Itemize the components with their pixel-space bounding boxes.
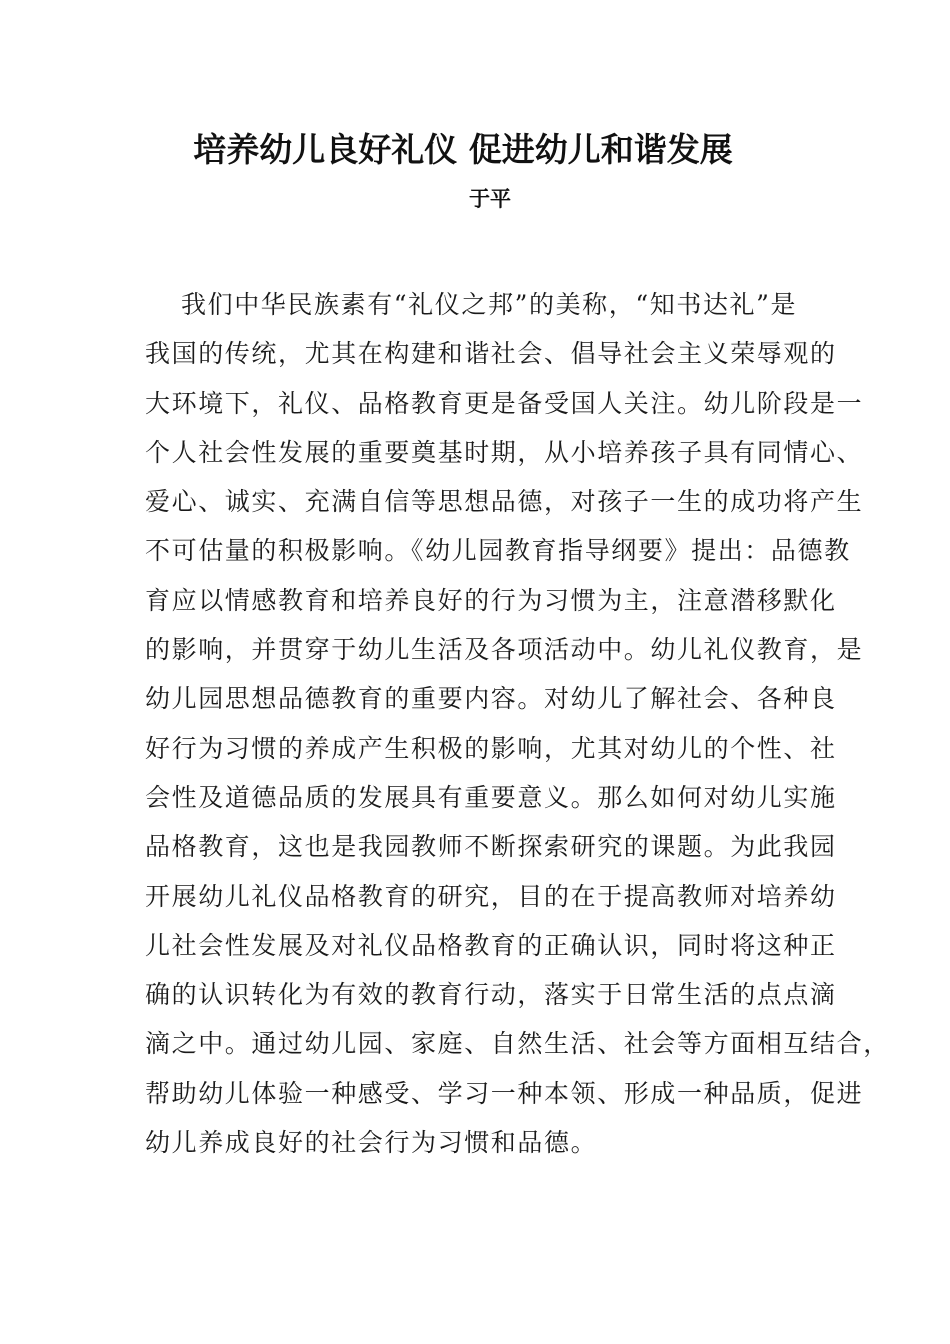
paragraph-line: 爱心、诚实、充满自信等思想品德，对孩子一生的成功将产生	[145, 487, 864, 517]
document-title: 培养幼儿良好礼仪 促进幼儿和谐发展	[193, 130, 733, 169]
paragraph-line: 儿社会性发展及对礼仪品格教育的正确认识，同时将这种正	[145, 930, 837, 960]
paragraph-line: 确的认识转化为有效的教育行动，落实于日常生活的点点滴	[145, 980, 837, 1010]
document-author: 于平	[469, 186, 511, 211]
paragraph-line: 滴之中。通过幼儿园、家庭、自然生活、社会等方面相互结合，	[145, 1029, 890, 1059]
paragraph-line: 好行为习惯的养成产生积极的影响，尤其对幼儿的个性、社	[145, 733, 837, 763]
paragraph-line: 开展幼儿礼仪品格教育的研究，目的在于提高教师对培养幼	[145, 881, 837, 911]
paragraph-line: 我们中华民族素有“礼仪之邦”的美称，“知书达礼”是	[181, 290, 798, 319]
paragraph-line: 会性及道德品质的发展具有重要意义。那么如何对幼儿实施	[145, 782, 837, 812]
paragraph-line: 品格教育，这也是我园教师不断探索研究的课题。为此我园	[145, 832, 837, 862]
paragraph-line: 幼儿园思想品德教育的重要内容。对幼儿了解社会、各种良	[145, 684, 837, 714]
paragraph-line: 大环境下，礼仪、品格教育更是备受国人关注。幼儿阶段是一	[145, 388, 864, 418]
paragraph-line: 的影响，并贯穿于幼儿生活及各项活动中。幼儿礼仪教育，是	[145, 635, 864, 665]
paragraph-line: 我国的传统，尤其在构建和谐社会、倡导社会主义荣辱观的	[145, 339, 837, 369]
body-paragraph	[145, 280, 890, 1167]
paragraph-line: 育应以情感教育和培养良好的行为习惯为主，注意潜移默化	[145, 585, 837, 615]
paragraph-line: 不可估量的积极影响。《幼儿园教育指导纲要》提出：品德教	[145, 536, 851, 566]
paragraph-line: 幼儿养成良好的社会行为习惯和品德。	[145, 1128, 598, 1158]
paragraph-line: 帮助幼儿体验一种感受、学习一种本领、形成一种品质，促进	[145, 1078, 864, 1108]
paragraph-line: 个人社会性发展的重要奠基时期，从小培养孩子具有同情心、	[145, 437, 864, 467]
